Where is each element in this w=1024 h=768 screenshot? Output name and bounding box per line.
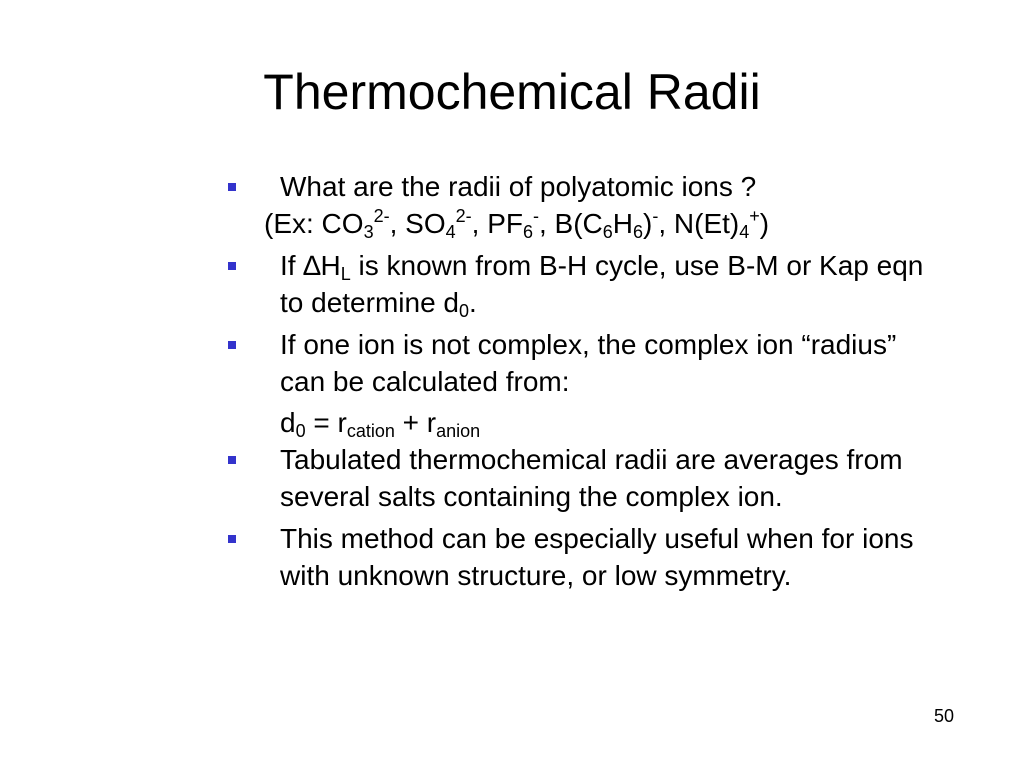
bullet-item-3 xyxy=(228,326,948,400)
square-bullet-icon xyxy=(228,535,236,543)
bullet-item-1 xyxy=(228,168,948,205)
bullet-item-2 xyxy=(228,247,948,321)
slide-body xyxy=(228,168,948,594)
square-bullet-icon xyxy=(228,456,236,464)
example-ions: (Ex: $CO_3^{2-}$, $SO_4^{2-}$, $PF_6^-$, $B(C_6H_6)^-$, $N(Et)_4^+$) xyxy=(264,206,770,242)
bullet-item-4 xyxy=(228,441,948,515)
square-bullet-icon xyxy=(228,341,236,349)
bullet-text: This method can be especially useful when for ions with unknown structure, or low symmetry. xyxy=(280,523,914,591)
radius-equation: $d_0 = r_{cation} + r_{anion}$ xyxy=(280,407,481,441)
slide-title: Thermochemical Radii xyxy=(263,64,761,120)
bullet-text: Tabulated thermochemical radii are averages from several salts containing the complex ion. xyxy=(280,444,903,512)
page-number: 50 xyxy=(934,706,955,726)
bullet-text: If one ion is not complex, the complex ion “radius” can be calculated from: xyxy=(280,329,897,397)
bullet-item-5 xyxy=(228,520,948,594)
bullet-text: If $\Delta H_L$ is known from B-H cycle, use B-M or Kap eqn to determine $d_0$. xyxy=(280,250,924,321)
square-bullet-icon xyxy=(228,183,236,191)
bullet-text: What are the radii of polyatomic ions ? xyxy=(280,171,757,202)
square-bullet-icon xyxy=(228,262,236,270)
